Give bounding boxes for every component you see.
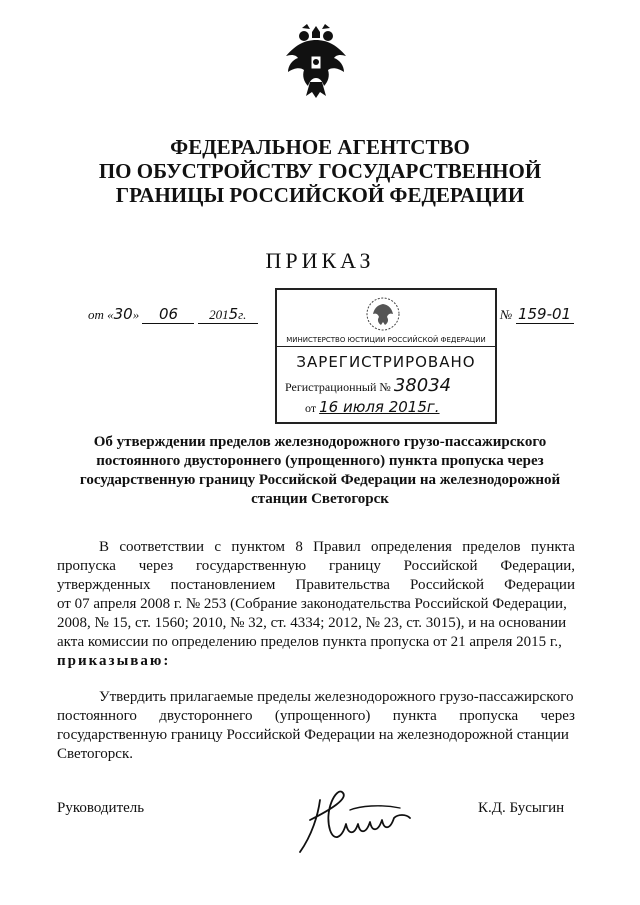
decree-paragraph <box>57 688 575 764</box>
decree-line <box>57 726 575 745</box>
decree-line <box>57 707 575 726</box>
subject-line-3: государственную границу Российской Федерации на железнодорожной <box>79 472 561 488</box>
ordered-word: приказываю: <box>57 653 171 669</box>
text: Утвердить прилагаемые пределы железнодорожного грузо-пассажирского <box>99 689 574 705</box>
word: Правительства <box>295 577 390 593</box>
text: 2008, № 15, ст. 1560; 2010, № 32, ст. 4334; 2012, № 23, ст. 3015), и на основании <box>57 615 567 631</box>
stamp-registration-number <box>285 375 451 396</box>
agency-line-1: ФЕДЕРАЛЬНОЕ АГЕНТСТВО <box>170 135 470 159</box>
word: через <box>138 558 174 574</box>
preamble-line <box>57 576 575 595</box>
preamble-line <box>57 538 575 557</box>
eagle-seal-icon <box>365 296 401 332</box>
subject-line-2: постоянного двустороннего (упрощенного) пункта пропуска через <box>96 453 544 469</box>
word: Федерации <box>504 577 575 593</box>
date-year <box>198 305 258 324</box>
word: 8 <box>295 539 303 555</box>
word: В <box>99 539 110 555</box>
word: пропуска <box>459 708 519 724</box>
decree-line <box>57 745 575 764</box>
text: от 07 апреля 2008 г. № 253 (Собрание законодательства Российской Федерации, <box>57 596 567 612</box>
reg-date-label: от <box>305 401 317 415</box>
year-prefix: 201 <box>209 307 229 322</box>
preamble-line <box>57 595 575 614</box>
date-day: 30 <box>113 305 133 323</box>
word: границу <box>328 558 381 574</box>
double-headed-eagle-emblem-icon <box>282 22 350 100</box>
preamble-line <box>57 633 575 652</box>
word: Правил <box>313 539 361 555</box>
number-prefix: № <box>500 307 513 322</box>
agency-name <box>40 135 600 207</box>
preamble-line <box>57 652 575 671</box>
date-mid: » <box>132 307 140 322</box>
signatory-title: Руководитель <box>57 800 145 816</box>
text: Светогорск. <box>57 746 133 762</box>
reg-number: 38034 <box>393 375 452 396</box>
word: пределов <box>462 539 521 555</box>
word: (упрощенного) <box>274 708 371 724</box>
reg-date: 16 июля 2015г. <box>319 398 440 416</box>
word: постановлением <box>170 577 276 593</box>
decree-line <box>57 688 575 707</box>
word: пропуска <box>57 558 116 574</box>
agency-line-3: ГРАНИЦЫ РОССИЙСКОЙ ФЕДЕРАЦИИ <box>115 183 525 207</box>
date-prefix: от « <box>88 307 114 322</box>
number-value: 159-01 <box>516 305 574 324</box>
stamp-registered: ЗАРЕГИСТРИРОВАНО <box>296 353 476 371</box>
document-type-title: ПРИКАЗ <box>265 248 375 273</box>
word: пункта <box>392 708 437 724</box>
date-month: 06 <box>142 305 194 324</box>
order-subject <box>60 433 580 509</box>
word: через <box>540 708 575 724</box>
agency-line-2: ПО ОБУСТРОЙСТВУ ГОСУДАРСТВЕННОЙ <box>98 159 542 183</box>
preamble-paragraph <box>57 538 575 671</box>
word: Российской <box>403 558 478 574</box>
year-digit: 5 <box>228 305 239 323</box>
subject-line-4: станции Светогорск <box>251 491 389 507</box>
word: постоянного <box>57 708 137 724</box>
stamp-ministry: МИНИСТЕРСТВО ЮСТИЦИИ РОССИЙСКОЙ ФЕДЕРАЦИИ <box>277 336 495 347</box>
word: с <box>214 539 222 555</box>
word: соответствии <box>119 539 205 555</box>
word: пунктом <box>231 539 286 555</box>
text: государственную границу Российской Федерации на железнодорожной станции <box>57 727 569 743</box>
word: двустороннего <box>159 708 253 724</box>
subject-line-1: Об утверждении пределов железнодорожного грузо-пассажирского <box>93 434 547 450</box>
handwritten-signature-icon <box>290 780 420 860</box>
word: определения <box>371 539 452 555</box>
stamp-registration-date <box>305 398 440 416</box>
text: акта комиссии по определению пределов пункта пропуска от 21 апреля 2015 г., <box>57 634 562 650</box>
word: государственную <box>196 558 307 574</box>
year-suffix: г. <box>238 307 247 322</box>
word: Федерации, <box>500 558 575 574</box>
order-number <box>500 305 574 324</box>
order-date <box>88 305 258 324</box>
word: утвержденных <box>57 577 151 593</box>
preamble-line <box>57 614 575 633</box>
registration-stamp <box>275 288 497 424</box>
preamble-line <box>57 557 575 576</box>
word: Российской <box>410 577 484 593</box>
signatory-name: К.Д. Бусыгин <box>478 800 565 816</box>
word: пункта <box>530 539 575 555</box>
reg-label: Регистрационный № <box>285 380 391 394</box>
